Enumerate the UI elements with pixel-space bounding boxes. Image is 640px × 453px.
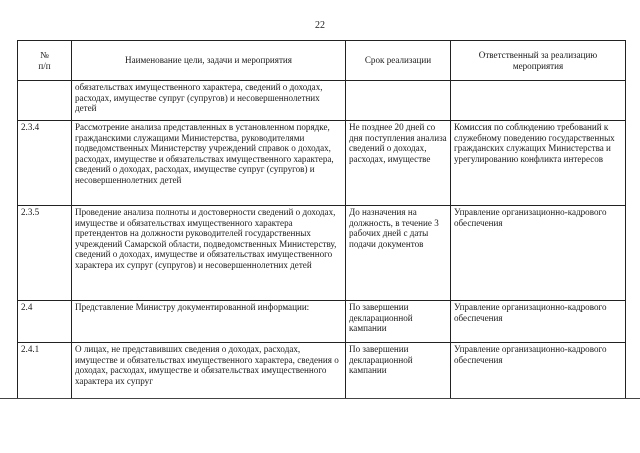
row-responsible: Управление организационно-кадрового обеспечения bbox=[451, 343, 626, 399]
row-responsible: Комиссия по соблюдению требований к служебному поведению государственных гражданских служащих Министерства и урегулированию конфликта интересов bbox=[451, 121, 626, 206]
page-number: 22 bbox=[315, 20, 325, 31]
row-name: Представление Министру документированной информации: bbox=[72, 301, 346, 343]
table-row bbox=[18, 206, 626, 301]
row-responsible: Управление организационно-кадрового обеспечения bbox=[451, 301, 626, 343]
row-num bbox=[18, 81, 72, 121]
measures-table bbox=[17, 40, 626, 399]
row-name: обязательствах имущественного характера, сведений о доходах, расходах, имуществе супруг (супругов) и несовершеннолетних детей bbox=[72, 81, 346, 121]
table-header-row bbox=[18, 41, 626, 81]
row-num: 2.3.4 bbox=[18, 121, 72, 206]
page-bottom-margin bbox=[0, 399, 640, 453]
header-responsible: Ответственный за реализацию мероприятия bbox=[451, 41, 626, 81]
table-row bbox=[18, 121, 626, 206]
header-term: Срок реализации bbox=[346, 41, 451, 81]
row-term: До назначения на должность, в течение 3 рабочих дней с даты подачи документов bbox=[346, 206, 451, 301]
row-responsible bbox=[451, 81, 626, 121]
row-term: По завершении декларационной кампании bbox=[346, 301, 451, 343]
header-num: № п/п bbox=[18, 41, 72, 81]
row-name: Рассмотрение анализа представленных в установленном порядке, гражданскими служащими Министерства, руководителями подведомственных Министерству учреждений справок о доходах, расходах, имуществе и обязательствах имущественного характера, сведений о доходах, расходах, имуществе супруг (супругов) и несовершеннолетних детей bbox=[72, 121, 346, 206]
table-row bbox=[18, 81, 626, 121]
row-term: По завершении декларационной кампании bbox=[346, 343, 451, 399]
table-row bbox=[18, 343, 626, 399]
header-name: Наименование цели, задачи и мероприятия bbox=[72, 41, 346, 81]
row-responsible: Управление организационно-кадрового обеспечения bbox=[451, 206, 626, 301]
table-row bbox=[18, 301, 626, 343]
row-num: 2.3.5 bbox=[18, 206, 72, 301]
row-term bbox=[346, 81, 451, 121]
row-num: 2.4 bbox=[18, 301, 72, 343]
row-name: О лицах, не представивших сведения о доходах, расходах, имуществе и обязательствах имущественного характера, сведения о доходах, расходах, имуществе и обязательствах имущественного характера их супруг bbox=[72, 343, 346, 399]
row-num: 2.4.1 bbox=[18, 343, 72, 399]
row-term: Не позднее 20 дней со дня поступления анализа сведений о доходах, расходах, имуществе bbox=[346, 121, 451, 206]
row-name: Проведение анализа полноты и достоверности сведений о доходах, имуществе и обязательствах имущественного характера претендентов на должности руководителей государственных учреждений Самарской области, подведомственных Министерству, сведений о доходах, имуществе и обязательствах имущественного характера их супруг (супругов) и несовершеннолетних детей bbox=[72, 206, 346, 301]
page-cut-line bbox=[0, 398, 640, 399]
